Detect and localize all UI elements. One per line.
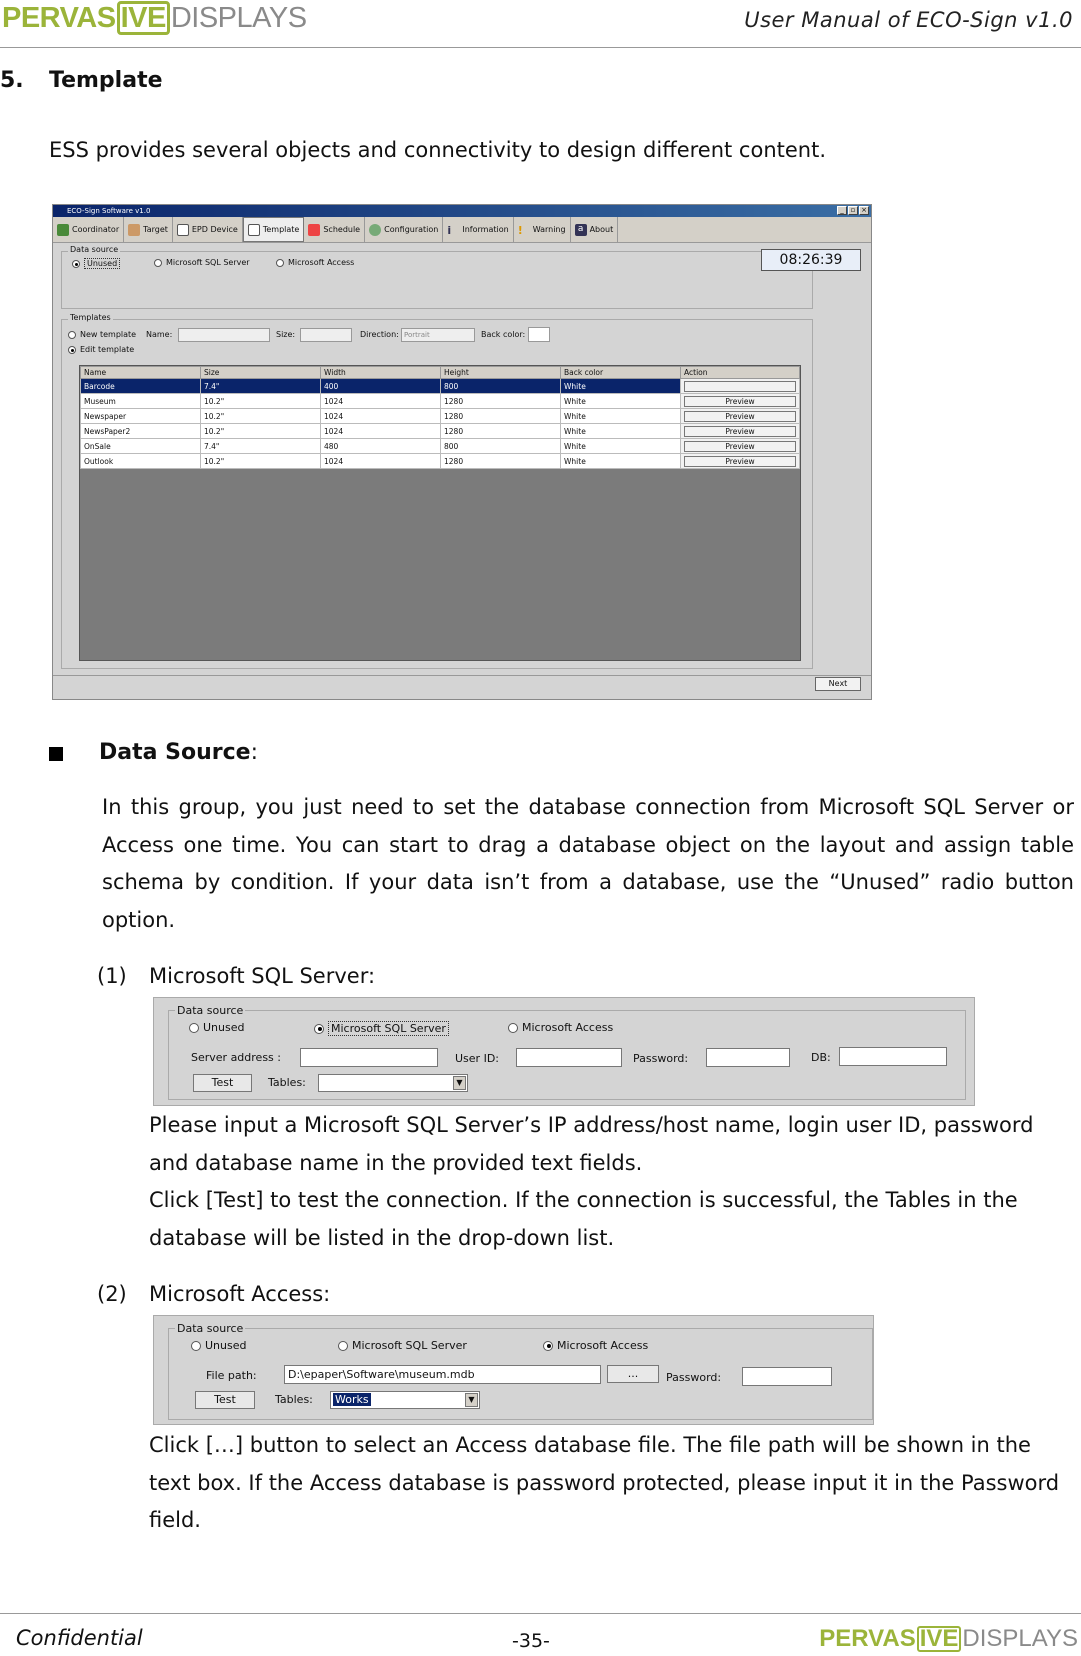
radio-dot bbox=[72, 260, 80, 268]
radio-unused[interactable]: Unused bbox=[72, 258, 120, 269]
preview-button[interactable] bbox=[684, 381, 796, 392]
footer-logo bbox=[819, 1625, 1078, 1653]
tool-warning[interactable]: ! Warning bbox=[514, 217, 571, 242]
col-width[interactable]: Width bbox=[321, 367, 441, 379]
tables-label: Tables: bbox=[275, 1393, 313, 1406]
app-toolbar bbox=[53, 217, 871, 243]
logo-text-box: IVE bbox=[117, 1, 170, 35]
table-row[interactable]: NewsPaper2 10.2" 1024 1280 White Preview bbox=[81, 424, 800, 439]
section-title-text: Template bbox=[49, 68, 163, 93]
radio-dot bbox=[338, 1341, 348, 1351]
clock-display: 08:26:39 bbox=[761, 249, 861, 271]
col-action: Action bbox=[681, 367, 800, 379]
logo-text-1: PERVAS bbox=[819, 1625, 916, 1652]
access-data-source-group bbox=[168, 1322, 873, 1420]
footer-confidential: Confidential bbox=[16, 1626, 143, 1650]
radio-dot bbox=[508, 1023, 518, 1033]
radio-dot bbox=[276, 259, 284, 267]
access-legend: Data source bbox=[177, 1322, 244, 1335]
radio-dot bbox=[191, 1341, 201, 1351]
restore-icon[interactable]: ▫ bbox=[848, 206, 858, 215]
logo-text-2: DISPLAYS bbox=[962, 1625, 1078, 1652]
data-source-paragraph: In this group, you just need to set the database connection from Microsoft SQL Server or Access one time. You can start to drag a database object on the layout and assign table schema by condition. If your data isn’t from a database, use the “Unused” radio button option. bbox=[102, 795, 1074, 932]
password-label: Password: bbox=[666, 1371, 722, 1384]
tool-target[interactable]: Target bbox=[124, 217, 173, 242]
gear-icon bbox=[369, 224, 381, 236]
app-titlebar bbox=[53, 205, 871, 217]
chevron-down-icon: ▼ bbox=[465, 1393, 478, 1407]
file-path-input[interactable]: D:\epaper\Software\museum.mdb bbox=[284, 1365, 601, 1384]
target-icon bbox=[128, 224, 140, 236]
radio-sql[interactable]: Microsoft SQL Server bbox=[154, 258, 250, 267]
browse-button[interactable]: ... bbox=[607, 1365, 659, 1383]
table-row[interactable]: Outlook 10.2" 1024 1280 White Preview bbox=[81, 454, 800, 469]
tool-about[interactable]: a About bbox=[571, 217, 619, 242]
info-icon: i bbox=[447, 223, 452, 237]
col-back-color[interactable]: Back color bbox=[561, 367, 681, 379]
sql-data-source-group bbox=[168, 1004, 966, 1100]
radio-dot bbox=[189, 1023, 199, 1033]
about-icon: a bbox=[575, 224, 587, 236]
sql-screenshot bbox=[153, 997, 975, 1106]
tool-coordinator[interactable]: Coordinator bbox=[53, 217, 124, 242]
radio-unused[interactable]: Unused bbox=[189, 1021, 244, 1034]
logo-text-1: PERVAS bbox=[2, 1, 116, 34]
radio-access[interactable]: Microsoft Access bbox=[543, 1339, 648, 1352]
file-path-label: File path: bbox=[206, 1369, 257, 1382]
sql-legend: Data source bbox=[177, 1004, 244, 1017]
name-input[interactable] bbox=[178, 328, 270, 342]
section-number: 5. bbox=[0, 68, 24, 93]
preview-button[interactable]: Preview bbox=[684, 411, 796, 422]
app-screenshot bbox=[52, 204, 872, 700]
calendar-icon bbox=[308, 224, 320, 236]
password-input[interactable] bbox=[706, 1048, 790, 1067]
access-description: Click […] button to select an Access database file. The file path will be shown in the text box. If the Access database is password protected, please input it in the Password field. bbox=[149, 1433, 1060, 1532]
footer-divider bbox=[0, 1613, 1081, 1614]
sql-label: Microsoft SQL Server: bbox=[149, 964, 376, 988]
device-icon bbox=[177, 224, 189, 236]
radio-dot bbox=[154, 259, 162, 267]
preview-button[interactable]: Preview bbox=[684, 456, 796, 467]
header-logo bbox=[2, 0, 307, 36]
direction-label: Direction: bbox=[360, 330, 399, 339]
user-id-label: User ID: bbox=[455, 1052, 499, 1065]
templates-table bbox=[79, 365, 801, 661]
table-header bbox=[81, 367, 800, 379]
radio-access[interactable]: Microsoft Access bbox=[508, 1021, 613, 1034]
tables-select[interactable]: Works ▼ bbox=[330, 1391, 480, 1409]
bullet-square-icon bbox=[49, 747, 63, 761]
size-label: Size: bbox=[276, 330, 296, 339]
radio-new-template[interactable]: New template bbox=[68, 330, 136, 339]
preview-button[interactable]: Preview bbox=[684, 441, 796, 452]
preview-button[interactable]: Preview bbox=[684, 396, 796, 407]
templates-legend: Templates bbox=[70, 313, 111, 322]
backcolor-swatch[interactable] bbox=[528, 327, 550, 342]
section-title bbox=[0, 68, 163, 93]
radio-sql[interactable]: Microsoft SQL Server bbox=[338, 1339, 467, 1352]
server-address-label: Server address : bbox=[191, 1051, 281, 1064]
tool-information[interactable]: i Information bbox=[443, 217, 513, 242]
server-address-input[interactable] bbox=[300, 1048, 438, 1067]
col-size[interactable]: Size bbox=[201, 367, 321, 379]
access-screenshot bbox=[153, 1315, 874, 1425]
data-source-group bbox=[61, 245, 813, 309]
tool-epd-device[interactable]: EPD Device bbox=[173, 217, 243, 242]
radio-access[interactable]: Microsoft Access bbox=[276, 258, 354, 267]
minimize-icon[interactable]: _ bbox=[837, 206, 847, 215]
password-input[interactable] bbox=[742, 1367, 832, 1386]
password-label: Password: bbox=[633, 1052, 689, 1065]
template-icon bbox=[248, 224, 260, 236]
footer-page-number: -35- bbox=[512, 1630, 550, 1652]
db-input[interactable] bbox=[839, 1047, 947, 1066]
direction-select[interactable]: Portrait bbox=[401, 328, 475, 342]
backcolor-label: Back color: bbox=[481, 330, 526, 339]
coordinator-icon bbox=[57, 224, 69, 236]
col-height[interactable]: Height bbox=[441, 367, 561, 379]
size-select[interactable] bbox=[300, 328, 352, 342]
data-source-heading: Data Source: bbox=[99, 740, 258, 765]
radio-edit-template[interactable]: Edit template bbox=[68, 345, 134, 354]
header-title: User Manual of ECO-Sign v1.0 bbox=[744, 8, 1073, 32]
tool-template[interactable]: Template bbox=[243, 217, 305, 242]
name-label: Name: bbox=[146, 330, 173, 339]
access-label-number: (2) bbox=[97, 1282, 127, 1306]
table-row[interactable]: Newspaper 10.2" 1024 1280 White Preview bbox=[81, 409, 800, 424]
radio-dot bbox=[68, 346, 76, 354]
table-row[interactable]: Barcode 7.4" 400 800 White bbox=[81, 379, 800, 394]
access-label: Microsoft Access: bbox=[149, 1282, 331, 1306]
sql-description-2: Click [Test] to test the connection. If the connection is successful, the Tables in the database will be listed in the drop-down list. bbox=[149, 1188, 1018, 1250]
sql-description-1: Please input a Microsoft SQL Server’s IP address/host name, login user ID, password and database name in the provided text fields. bbox=[149, 1113, 1034, 1175]
window-controls bbox=[837, 206, 869, 215]
user-id-input[interactable] bbox=[516, 1048, 622, 1067]
col-name[interactable]: Name bbox=[81, 367, 201, 379]
test-button[interactable]: Test bbox=[195, 1391, 255, 1409]
radio-dot bbox=[68, 331, 76, 339]
app-window-title: ECO-Sign Software v1.0 bbox=[67, 207, 151, 215]
app-footer-bar bbox=[53, 675, 871, 699]
header-divider bbox=[0, 47, 1081, 48]
radio-sql[interactable]: Microsoft SQL Server bbox=[314, 1021, 449, 1036]
tool-configuration[interactable]: Configuration bbox=[365, 217, 443, 242]
tables-label: Tables: bbox=[268, 1076, 306, 1089]
radio-dot bbox=[314, 1024, 324, 1034]
tables-select[interactable] bbox=[318, 1074, 468, 1092]
chevron-down-icon: ▼ bbox=[453, 1076, 466, 1090]
table-row[interactable]: Museum 10.2" 1024 1280 White Preview bbox=[81, 394, 800, 409]
preview-button[interactable]: Preview bbox=[684, 426, 796, 437]
radio-unused[interactable]: Unused bbox=[191, 1339, 246, 1352]
radio-dot bbox=[543, 1341, 553, 1351]
warning-icon: ! bbox=[517, 223, 523, 237]
logo-text-box: IVE bbox=[917, 1626, 962, 1652]
intro-text: ESS provides several objects and connectivity to design different content. bbox=[49, 138, 826, 162]
db-label: DB: bbox=[811, 1051, 831, 1064]
logo-text-2: DISPLAYS bbox=[170, 1, 307, 34]
close-icon[interactable]: × bbox=[859, 206, 869, 215]
sql-label-number: (1) bbox=[97, 964, 127, 988]
tool-schedule[interactable]: Schedule bbox=[304, 217, 365, 242]
next-button[interactable]: Next bbox=[815, 677, 861, 691]
test-button[interactable]: Test bbox=[193, 1074, 252, 1092]
data-source-legend: Data source bbox=[70, 245, 119, 254]
table-row[interactable]: OnSale 7.4" 480 800 White Preview bbox=[81, 439, 800, 454]
